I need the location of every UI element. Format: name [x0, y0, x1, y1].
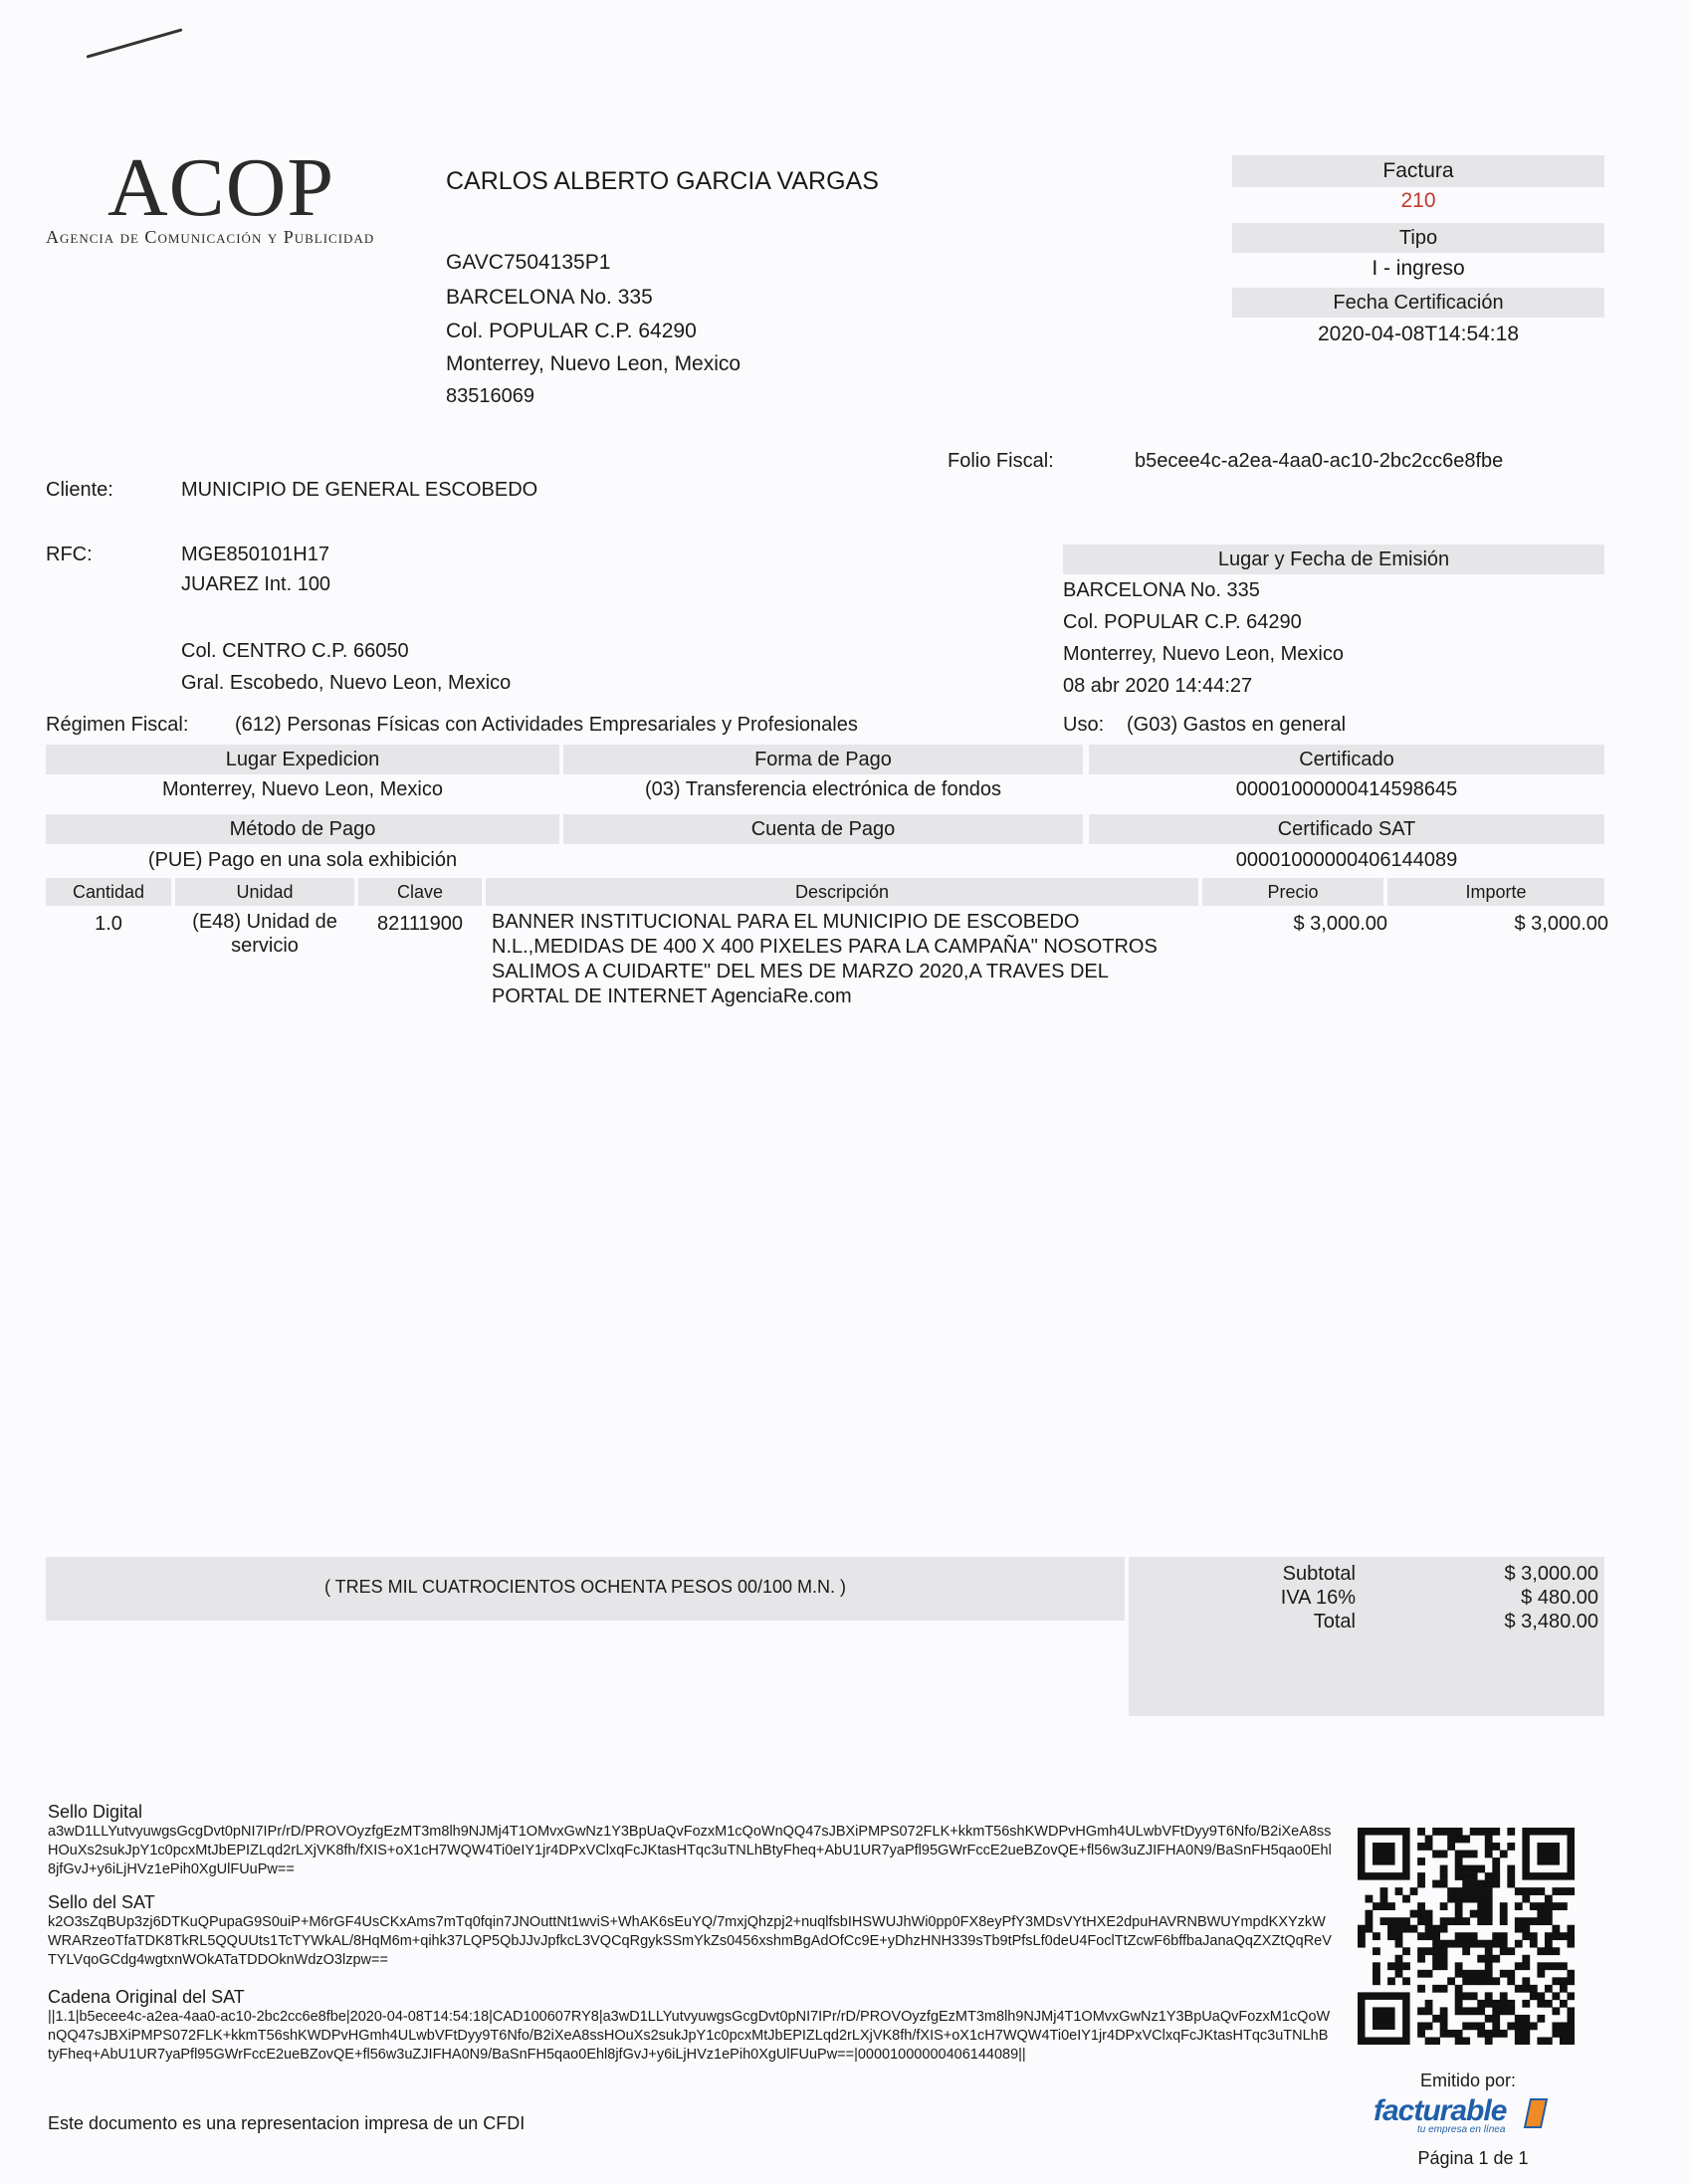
lugar-emision-ciudad: Monterrey, Nuevo Leon, Mexico [1063, 643, 1344, 665]
regimen-valor: (612) Personas Físicas con Actividades Empresariales y Profesionales [235, 714, 858, 736]
iva-valor: $ 480.00 [1521, 1587, 1598, 1609]
sello-digital: a3wD1LLYutvyuwgsGcgDvt0pNI7IPr/rD/PROVOyzfgEzMT3m8lh9NJMj4T1OMvxGwNz1Y3BpUaQvFozxM1cQoWnQQ47sJBXiPMPS072FLK+kkmT56shKWDPvHGmh4ULwbVFtDyy9T6Nfo/B2iXeA8ssHOuXs2sukJpY1c0pcxMtJbEPIZLqd2rLXjVK8fh/fXIS+oX1cH7WQW4Ti0eIY1jr4DPxVClxqFcJKtasHTqc3uTNLhBtyFheq+AbU1UR7yaPfl95GWrFccE2ueBZovQE+fl56w3uZJIFHA0N9/BaSnFH5qao0Ehl8jfGvJ+y6iLjHVz1ePih0XgUlFUuPw== [48, 1824, 1332, 1877]
folio-valor: b5ecee4c-a2ea-4aa0-ac10-2bc2cc6e8fbe [1135, 450, 1504, 472]
item-precio: $ 3,000.00 [1293, 913, 1387, 935]
cliente-rfc: MGE850101H17 [181, 544, 329, 565]
metodo-pago-valor: (PUE) Pago en una sola exhibición [147, 849, 458, 871]
facturable-logo [1374, 2094, 1573, 2144]
col-importe: Importe [1387, 878, 1604, 906]
lugar-emision-fecha: 08 abr 2020 14:44:27 [1063, 675, 1253, 697]
total-valor: $ 3,480.00 [1504, 1611, 1598, 1633]
brand-tagline: tu empresa en línea [1417, 2124, 1506, 2135]
cert-sat-valor: 00001000000406144089 [1235, 849, 1458, 871]
cadena-label: Cadena Original del SAT [48, 1987, 245, 2007]
forma-pago-valor: (03) Transferencia electrónica de fondos [645, 778, 1001, 800]
col-cantidad: Cantidad [46, 878, 171, 906]
subtotal-valor: $ 3,000.00 [1504, 1563, 1598, 1585]
iva-label: IVA 16% [1280, 1587, 1356, 1609]
item-importe: $ 3,000.00 [1514, 913, 1608, 935]
item-descripcion: BANNER INSTITUCIONAL PARA EL MUNICIPIO DE ESCOBEDO N.L.,MEDIDAS DE 400 X 400 PIXELES PARA LA CAMPAÑA" NOSOTROS SALIMOS A CUIDARTE" DEL MES DE MARZO 2020,A TRAVES DEL PORTAL DE INTERNET AgenciaRe.com [492, 911, 1158, 1007]
cadena-original: ||1.1|b5ecee4c-a2ea-4aa0-ac10-2bc2cc6e8fbe|2020-04-08T14:54:18|CAD100607RY8|a3wD1LLYutvyuwgsGcgDvt0pNI7IPr/rD/PROVOyzfgEzMT3m8lh9NJMj4T1OMvxGwNz1Y3BpUaQvFozxM1cQoWnQQ47sJBXiPMPS072FLK+kkmT56shKWDPvHGmh4ULwbVFtDyy9T6Nfo/B2iXeA8ssHOuXs2sukJpY1c0pcxMtJbEPIZLqd2rLXjVK8fh/fXIS+oX1cH7WQW4Ti0eIY1jr4DPxVClxqFcJKtasHTqc3uTNLhBtyFheq+AbU1UR7yaPfl95GWrFccE2ueBZovQE+fl56w3uZJIFHA0N9/BaSnFH5qao0Ehl8jfGvJ+y6iLjHVz1ePih0XgUlFUuPw==|00001000000406144089|| [48, 2009, 1331, 2063]
cliente-ciudad: Gral. Escobedo, Nuevo Leon, Mexico [181, 672, 512, 694]
rfc-label: RFC: [46, 544, 93, 565]
lugar-exp-valor: Monterrey, Nuevo Leon, Mexico [162, 778, 443, 800]
certificado-label: Certificado [1089, 745, 1604, 774]
total-label: Total [1313, 1611, 1356, 1633]
item-cantidad: 1.0 [95, 913, 122, 935]
cert-sat-label: Certificado SAT [1089, 814, 1604, 844]
regimen-label: Régimen Fiscal: [46, 714, 189, 736]
pagina: Página 1 de 1 [1417, 2148, 1529, 2168]
certificado-valor: 00001000000414598645 [1235, 778, 1458, 800]
emisor-colonia: Col. POPULAR C.P. 64290 [446, 320, 697, 342]
logo: ACOP [107, 141, 335, 234]
cuenta-pago-label: Cuenta de Pago [563, 814, 1083, 844]
emitido-label: Emitido por: [1419, 2071, 1517, 2090]
sello-digital-label: Sello Digital [48, 1802, 143, 1822]
emisor-telefono: 83516069 [446, 385, 534, 407]
importe-letra-band [46, 1557, 1125, 1621]
emisor-ciudad: Monterrey, Nuevo Leon, Mexico [446, 352, 741, 375]
leyenda-cfdi: Este documento es una representacion impresa de un CFDI [48, 2113, 526, 2133]
cliente-colonia: Col. CENTRO C.P. 66050 [181, 640, 409, 662]
col-descripcion: Descripción [486, 878, 1198, 906]
qr-code-graphic [1358, 1828, 1575, 2045]
folio-label: Folio Fiscal: [948, 450, 1054, 472]
item-unidad: (E48) Unidad de servicio [192, 911, 337, 957]
lugar-emision-colonia: Col. POPULAR C.P. 64290 [1063, 611, 1302, 633]
cliente-nombre: MUNICIPIO DE GENERAL ESCOBEDO [181, 479, 538, 501]
col-precio: Precio [1202, 878, 1383, 906]
lugar-emision-label: Lugar y Fecha de Emisión [1063, 545, 1604, 574]
importe-letra: ( TRES MIL CUATROCIENTOS OCHENTA PESOS 00/100 M.N. ) [323, 1577, 847, 1597]
fecha-cert-valor: 2020-04-08T14:54:18 [1318, 323, 1519, 345]
col-unidad: Unidad [175, 878, 354, 906]
item-clave: 82111900 [376, 913, 463, 935]
tipo-label: Tipo [1232, 223, 1604, 253]
emisor-rfc: GAVC7504135P1 [446, 251, 611, 274]
emisor-nombre: CARLOS ALBERTO GARCIA VARGAS [446, 167, 879, 195]
uso-valor: (G03) Gastos en general [1127, 714, 1347, 736]
metodo-pago-label: Método de Pago [46, 814, 559, 844]
col-clave: Clave [358, 878, 482, 906]
sello-sat: k2O3sZqBUp3zj6DTKuQPupaG9S0uiP+M6rGF4UsCKxAms7mTq0fqin7JNOuttNt1wviS+WhAK6sEuYQ/7mxjQhzpj2+nuqlfsbIHSWUJhWi0pp0FX8eyPfY3MDsVYtHXE2dpuHAVRNBWUYmpdKXYzkWWRARzeoTfaTDK8TkRL5QQUUts1TcTYWkAL/8HqM6m+qihk37LQP5QbJJvJpfkcL3VQCqRgykSSmYkZs0456xshmBgAdOfCc9E+yDhzHNH339sTb9tPfsLf0deU4FoclTtZcwF6bffbaJanaQqZXZtQqReVTYLVqoGCdg4wgtxnWOkATaTDDOknWdzO3lzpw== [48, 1914, 1332, 1968]
cliente-calle: JUAREZ Int. 100 [181, 573, 331, 595]
factura-label: Factura [1232, 155, 1604, 187]
forma-pago-label: Forma de Pago [563, 745, 1083, 774]
factura-numero: 210 [1400, 189, 1436, 212]
sello-sat-label: Sello del SAT [48, 1892, 155, 1912]
subtotal-label: Subtotal [1282, 1563, 1356, 1585]
brand-name: facturable [1374, 2094, 1507, 2127]
lugar-emision-calle: BARCELONA No. 335 [1063, 579, 1260, 601]
logo-tagline: Agencia de Comunicación y Publicidad [46, 227, 375, 247]
fecha-cert-label: Fecha Certificación [1232, 288, 1604, 318]
pen-mark [87, 28, 183, 58]
tipo-valor: I - ingreso [1372, 257, 1465, 280]
emisor-calle: BARCELONA No. 335 [446, 286, 653, 309]
cliente-label: Cliente: [46, 479, 113, 501]
lugar-exp-label: Lugar Expedicion [46, 745, 559, 774]
qr-code [1358, 1828, 1575, 2045]
uso-label: Uso: [1063, 714, 1105, 736]
